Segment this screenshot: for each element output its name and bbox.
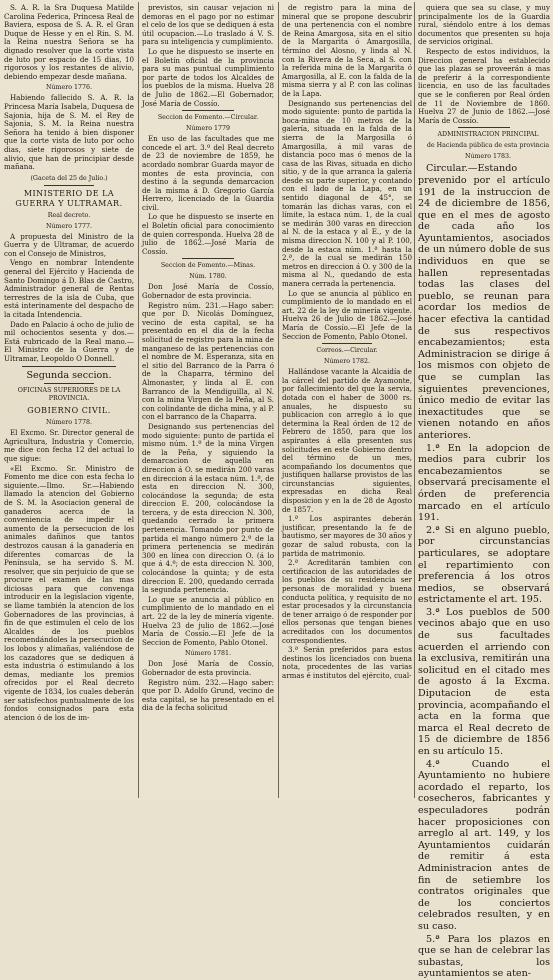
paragraph: Don José María de Cossío, Gobernador de esta provincia. — [142, 282, 274, 301]
paragraph: 5.ª Para los plazos en que se han de celebrar las subastas, los ayuntamientos se aten- — [418, 933, 550, 980]
paragraph: Respecto de estos individuos, la Direccion general ha establecido que las plazas se proveerán á mas de preferir á la correspondiente licencia, en uso de las facultades que se le confieren por Real órden de 11 de Noviembre de 1860. Huelva 27 de Junio de 1862.—José María de Cossío. — [418, 46, 550, 125]
divider — [44, 185, 94, 186]
paragraph: 3.ª Serán preferidos para estos destinos los licenciados con buena nota, procedentes de las varias armas é institutos del ejército, cual- — [282, 645, 412, 680]
paragraph: 4.ª Cuando el Ayuntamiento no hubiere acordado el reparto, los cosecheros, fabricantes y especuladores podrán hacer proposiciones con arreglo al art. 149, y los Ayuntamientos cuidarán de remitir á esta Administracion antes de fin de setiembre los contratos originales que de los conciertos celebrados resulten, y en su caso. — [418, 758, 550, 932]
column-4 — [418, 3, 550, 980]
divider — [322, 343, 372, 344]
paragraph: 2.ª Acreditarán tambien con certificacion de las autoridades de los pueblos de su residencia ser personas de moralidad y buena conducta política, y requisito de no estar procesados y la circunstancia de tener arraigo ó de responder por ellos personas que tengan bienes acreditados con los documentos correspondientes. — [282, 558, 412, 645]
divider — [22, 366, 116, 367]
paragraph: El Excmo. Sr. Director general de Agricultura, Industria y Comercio, me dice con fecha 12 del actual lo que sigue: — [4, 428, 134, 463]
administration-heading: ADMINISTRACION PRINCIPAL — [437, 131, 539, 139]
column-divider — [278, 2, 279, 798]
notice-number: Número 1779 — [185, 125, 231, 133]
paragraph: Lo que he dispuesto se inserte en el Boletín oficial para conocimiento de quien corresponda. Huelva 28 de julio de 1862.—José María de Cossío. — [142, 212, 274, 256]
notice-number: Número 1781. — [184, 650, 232, 658]
divider — [44, 383, 94, 384]
column-divider — [414, 2, 415, 798]
paragraph: 3.ª Los pueblos de 500 vecinos abajo que en uso de sus facultades acuerden el arriendo con la exclusiva, remitirán una solicitud en el citado mes de agosto á la Excma. Diputacion de esta provincia, acompañando el acta en la forma que marca el Real decreto de 15 de diciembre de 1856 en su artículo 15. — [418, 606, 550, 757]
paragraph: Don José María de Cossío, Gobernador de esta provincia. — [142, 659, 274, 677]
offices-heading: OFICINAS SUPERIORES DE LA PROVINCIA. — [17, 387, 121, 403]
column-2 — [142, 4, 274, 796]
section-heading: Seccion de Fomento.—Minas. — [160, 262, 256, 270]
paragraph: Designando sus pertenencias del modo siguiente: punto de partida la boca-mina de 10 metros de la galería, situada en la falda de la sierra de la Margosilla ó Amargosilla, á mil varas de distancia poco mas ó menos de la casa de las Rivas, situada en dicho sitio, y de la que arranca la galería desde su parte superior, y contando con el lado de la Lapa, en un sentido diagonal de 45°, se tomarán las dichas varas, con el límite, la estaca núm. 1, de la cual se medirán 300 varas en direccion al N. de la estaca y al E., y de la misma direccion N. 100 y al P. 100, desde la estaca núm. 1.ª hasta la 2.ª, de la cual se medirán 150 metros en direccion á O. y 300 de la misma al N., quedando de esta manera cerrada la pertenencia. — [282, 98, 413, 288]
decree-heading: Real decreto. — [47, 211, 91, 219]
divider — [182, 110, 234, 111]
paragraph: A propuesta del Ministro de la Guerra y de Ultramar, de acuerdo con el Consejo de Ministros, — [4, 231, 134, 258]
paragraph: Registro núm. 232.—Hago saber: que por D. Adolfo Grund, vecino de esta capital, se ha presentado en el dia de la fecha solicitud — [142, 677, 274, 713]
divider — [182, 258, 234, 259]
notice-number: Número 1777. — [45, 222, 93, 230]
paragraph: Designando sus pertenencias del modo siguiente: punto de partida el mismo núm. 1.º de la mina Virgen de la Peña, y siguiendo la demarcacion de aquella en direccion á O. se medirán 200 varas en direccion á la estaca núm. 1.ª, de esta en direccion N. 300, colocándose la segunda; de esta direccion E. 200, colocándose la tercera, y de esta direccion N. 300, quedando cerrado la primera pertenencia. Tomando por punto de partida el mango número 2.º de la primera pertenencia se medirán 300 en línea con direccion O. (á lo que á 4.º; de esta direccion N. 300, colocándose la quinta; y de esta direccion E. 200, quedando cerrada la segunda pertenencia. — [142, 421, 274, 595]
paragraph: Habiendo fallecido S. A. R. la Princesa María Isabela, Duquesa de Sajonia, hija de S. M. el Rey de Sajonia, S. M. la Reina nuestra Señora ha tenido á bien disponer que la corte vista de luto por ocho dias, siete rigorosos y siete de alivio, que han de principiar desde mañana. — [4, 93, 134, 172]
paragraph: Registro núm. 231.—Hago saber: que por D. Nicolás Domínguez, vecino de esta capital, se ha presentado en el dia de la fecha solicitud de registro para la mina de manganeso de las pertenencias con el nombre de M. Esperanza, sita en el sitio del Barranco de la Parra ó de la Chaparra, término del Almonaster, y linda al E. con Barranco de la Mendiguilla, al N. con la mina Virgen de la Peña, al S. con colindante de dicha mina, y al P. con el barranco de la Chaparra. — [142, 300, 274, 422]
paragraph: Lo que se anuncia al público en cumplimiento de lo mandado en el art. 22 de la ley de minería vigente. Huelva 23 de julio de 1862.—José María de Cossío.—El Jefe de la Seccion de Fomento, Pablo Otonel. — [142, 594, 274, 647]
paragraph: 1.ª En la adopcion de medios para cubrir los encabezamientos se observará precisamente el órden de preferencia marcado en el artículo 191. — [418, 442, 550, 524]
notice-number: Número 1783. — [464, 153, 512, 161]
paragraph: «El Excmo. Sr. Ministro de Fomento me dice con esta fecha lo siguiente.—Ilmo. Sr.—Habiendo llamado la atencion del Gobierno de S. M. la Asociacion general de ganaderos acerca de la conveniencia de impedir el aumento de la persecucion de los animales dañinos que tantos destrozos causan á la ganadería en diferentes comarcas de la Península, se ha servido S. M. resolver, que sin perjuicio de que se procure el examen de las mas diciosas para que convenga introducir en la legislacion vigente, se llame también la atencion de los Gobernadores de las provincias, á fin de que estimulen el celo de los Alcaldes de los pueblos recomendándoles la persecucion de los lobos y alimañas, valiéndose de los cazadores que se dediquen á esta industria ó estimulando á los demas, mediante los premios ofrecidos por el Real decreto vigente de 1834, los cuales deberán ser satisfechos puntualmente de los fondos consignados para esta atencion ó de los de im- — [4, 463, 134, 722]
section-heading: Correos.—Circular. — [316, 347, 378, 355]
notice-number: Número 1778. — [45, 419, 93, 427]
paragraph: 2.ª Si en alguno pueblo, por circunstancias particulares, se adoptare el repartimiento con preferencia á los otros medios, se observará estrictamente el art. 195. — [418, 524, 550, 606]
paragraph: Vengo en nombrar Intendente general del Ejército y Hacienda de Santo Domingo á D. Blas de Castro, Administrador general de Rentas terrestres de la isla de Cuba, que está interinamente del despacho de la citada Intendencia. — [4, 258, 134, 320]
section-heading: Segunda seccion. — [26, 369, 112, 381]
column-divider — [138, 2, 139, 798]
paragraph: previstos, sin causar vejacion ni demoras en el pago por no estimar el celo de los que se dediquen á esta útil ocupacion.—Lo traslado á V. S. para su inteligencia y cumplimiento. — [142, 3, 274, 47]
paragraph: Circular.—Estando prevenido por el artículo 191 de la instruccion de 24 de diciembre de 1856, que en el mes de agosto de cada año los Ayuntamientos, asociados de un número doble de sus individuos en que se hallen representadas todas las clases del pueblo, se reunan para acordar los medios de hacer efectiva la cantidad de sus respectivos encabezamientos; esta Administracion se dirige á los mismos con objeto de que se cumplan las siguientes prevenciones, único medio de evitar las inexactitudes que se vienen notando en años anteriores. — [418, 163, 550, 441]
gazette-date: (Gaceta del 25 de Julio.) — [30, 174, 108, 182]
ministry-heading: MINISTERIO DE LA GUERRA Y ULTRAMAR. — [15, 188, 123, 208]
paragraph: Lo que se anuncia al público en cumplimiento de lo mandado en el art. 22 de la ley de minería vigente. Huelva 26 de Julio de 1862.—José María de Cossío.—El Jefe de la Seccion de Fomento, Pablo Otonel. — [282, 288, 412, 341]
paragraph: En uso de las facultades que me concede el art. 3.º del Real decreto de 23 de noviembre de 1859, he acordado nombrar Guarda mayor de montes de esta provincia, con destino á la segunda demarcacion de la misma á D. Gregorio García Herrero, licenciado de la Guardia civil. — [142, 134, 274, 212]
paragraph: de registro para la mina de mineral que se propone descubrir de una pertenencia con el nombre de Reina Amargosa, sita en el sitio de la Margarita ó Amargosilla, término del Alosno, y linda al N. con la Rivera de la Seca, al S. con la referida mina de la Margarita ó Amargosilla, al E. con la falda de la misma sierra y al P. con las colinas de la Lapa. — [282, 3, 412, 98]
paragraph: 1.ª Los aspirantes deberán justificar, presentando la fe de bautismo, ser mayores de 30 años y gozar de salud robusta, con la partida de matrimonio. — [282, 514, 412, 558]
divider — [458, 127, 510, 128]
paragraph: S. A. R. la Sra Duquesa Matilde Carolina Federica, Princesa Real de Baviera, esposa de S. A. R. el Gran Duque de Hesse y en el Rin. S. M. la Reina nuestra Señora se ha dignado resolver que la corte vista de luto por espacio de 15 dias, 10 rigorosos y los restantes de alivio, debiendo empezar desde mañana. — [4, 3, 134, 81]
notice-number: Número 1776. — [45, 84, 93, 92]
paragraph: quiera que sea su clase, y muy principalmente los de la Guardia rural, siéndolo entre á los demas documentos que presenten su hoja de servicios original. — [418, 3, 550, 47]
civil-government-heading: GOBIERNO CIVIL. — [27, 406, 111, 416]
paragraph: Hallándose vacante la Alcaidía de la cárcel del partido de Ayamonte, por fallecimiento del que la servia, dotada con el haber de 3000 rs. anuales, he dispuesto su publicacion con arreglo á lo que determina la Real órden de 12 de Febrero de 1850, para que los aspirantes á ella presenten sus solicitudes en este Gobierno dentro del término de un mes, acompañando los documentos que justifiquen hallarse provistos de las circunstancias siguientes, expresadas en dicha Real disposicion y en la de 28 de Agosto de 1857. — [282, 367, 412, 514]
notice-number: Núm. 1780. — [189, 273, 227, 281]
paragraph: Dado en Palacio á ocho de julio de mil ochocientos sesenta y dos.—Está rubricado de la Real mano.—El Ministro de la Guerra y de Ultramar, Leopoldo O Donnell. — [4, 319, 134, 363]
section-heading: Seccion de Fomento.—Circular. — [157, 114, 259, 122]
column-1 — [4, 4, 134, 796]
column-3 — [282, 4, 412, 796]
paragraph: Lo que he dispuesto se inserte en el Boletín oficial de la provincia para su mas puntual cumplimiento por parte de todos los Alcaldes de los pueblos de la misma. Huelva 28 de Julio de 1862.—El Gobernador, José María de Cossío. — [142, 46, 274, 108]
administration-subheading: de Hacienda pública de esta provincia — [426, 142, 550, 150]
notice-number: Número 1782. — [323, 358, 371, 366]
